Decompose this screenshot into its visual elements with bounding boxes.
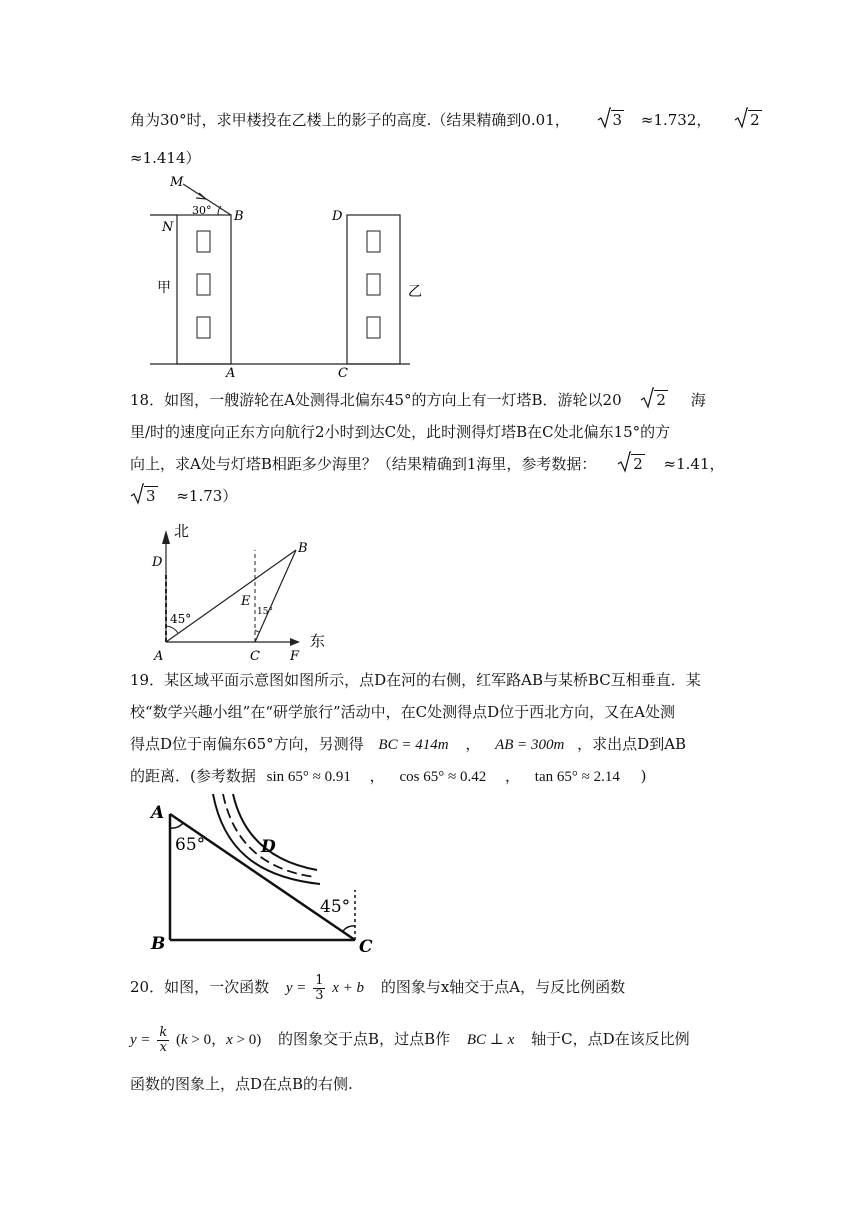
sqrt2-symbol: 2 [734, 110, 762, 130]
p19-text-line1: 19．某区域平面示意图如图所示，点D在河的右侧，红军路AB与某桥BC互相垂直．某 [130, 671, 701, 689]
p19-ab-measure: AB = 300m [495, 737, 565, 753]
p17-label-jia: 甲 [157, 280, 171, 296]
p17-label-B: B [234, 209, 244, 224]
p17-label-C: C [338, 366, 348, 380]
p17-sqrt3-approx: ≈1.732， [640, 111, 712, 129]
p20-text-line1: 20．如图，一次函数 y = $\frac{1}{3}$ x + b 的图象与x轴交于点A，与反比例函数 [130, 972, 626, 1003]
p19-river-figure [145, 792, 380, 957]
p19-label-A: A [151, 803, 165, 823]
p18-label-E: E [241, 594, 251, 609]
p20-inverse-function: y = [130, 1032, 151, 1048]
p17-label-N: N [162, 220, 174, 235]
p19-text-line4: 的距离．(参考数据 sin 65° ≈ 0.91 ， cos 65° ≈ 0.42 ， tan 65° ≈ 2.14 ) [130, 767, 647, 785]
p18-label-C: C [250, 649, 260, 664]
p20-fraction-one-third: $\frac{1}{3}$ [315, 972, 324, 1003]
p17-label-M: M [170, 175, 184, 190]
p18-label-F: F [290, 649, 300, 664]
p19-text-line3: 得点D位于南偏东65°方向，另测得 BC = 414m ， AB = 300m ，求出点D到AB [130, 735, 687, 753]
p20-linear-function: y = [285, 980, 307, 996]
p18-label-north: 北 [174, 522, 190, 540]
p18-label-east: 东 [310, 632, 326, 650]
p19-cos-ref: cos 65° ≈ 0.42 [399, 769, 487, 785]
p18-angle-45: 45° [170, 612, 192, 626]
p18-label-B: B [298, 541, 308, 556]
p18-label-A: A [154, 649, 164, 664]
p19-text-line2: 校“数学兴趣小组”在“研学旅行”活动中，在C处测得点D位于西北方向，又在A处测 [130, 703, 676, 721]
p20-text-line3: 函数的图象上，点D在点B的右侧. [130, 1075, 353, 1093]
p18-text-line4: 3 ≈1.73） [130, 486, 237, 506]
p17-label-D: D [332, 209, 343, 224]
p19-bc-measure: BC = 414m [378, 737, 449, 753]
sqrt3-symbol: 3 [597, 110, 625, 130]
p18-angle-15: 15° [257, 607, 273, 617]
p18-text-line2: 里/时的速度向正东方向航行2小时到达C处，此时测得灯塔B在C处北偏东15°的方 [130, 423, 671, 441]
p19-sin-ref: sin 65° ≈ 0.91 [266, 769, 351, 785]
p17-label-yi: 乙 [408, 284, 422, 300]
p20-perpendicular: BC ⊥ x [466, 1032, 515, 1048]
p18-text-line3: 向上，求A处与灯塔B相距多少海里？（结果精确到1海里，参考数据： 2 ≈1.41， [130, 454, 724, 474]
p17-angle-30: 30° [192, 204, 212, 217]
p19-angle-65: 65° [175, 835, 206, 855]
p19-angle-45: 45° [320, 897, 351, 917]
p20-text-line2: y = $\frac{k}{x}$ (k > 0，x > 0) 的图象交于点B，过点B作 BC ⊥ x 轴于C，点D在该反比例 [130, 1024, 690, 1055]
p20-fraction-k-over-x: $\frac{k}{x}$ [159, 1024, 168, 1055]
p17-label-A: A [226, 366, 236, 380]
p19-tan-ref: tan 65° ≈ 2.14 [534, 769, 620, 785]
p17-text-line2: ≈1.414） [130, 149, 201, 167]
sqrt2-symbol: 2 [640, 390, 668, 410]
p18-label-D: D [152, 555, 163, 570]
p18-navigation-figure [148, 522, 338, 664]
p17-buildings-figure [150, 170, 450, 380]
p17-line1-text: 角为30°时，求甲楼投在乙楼上的影子的高度.（结果精确到0.01， [130, 111, 570, 129]
p17-text-line1 [130, 110, 768, 130]
p19-label-D: D [261, 837, 276, 857]
sqrt2-symbol: 2 [617, 454, 645, 474]
p19-label-C: C [359, 937, 373, 957]
p19-label-B: B [151, 934, 166, 954]
p18-text-line1: 18．如图，一艘游轮在A处测得北偏东45°的方向上有一灯塔B．游轮以20 2 海 [130, 390, 706, 410]
sqrt3-symbol: 3 [130, 486, 158, 506]
